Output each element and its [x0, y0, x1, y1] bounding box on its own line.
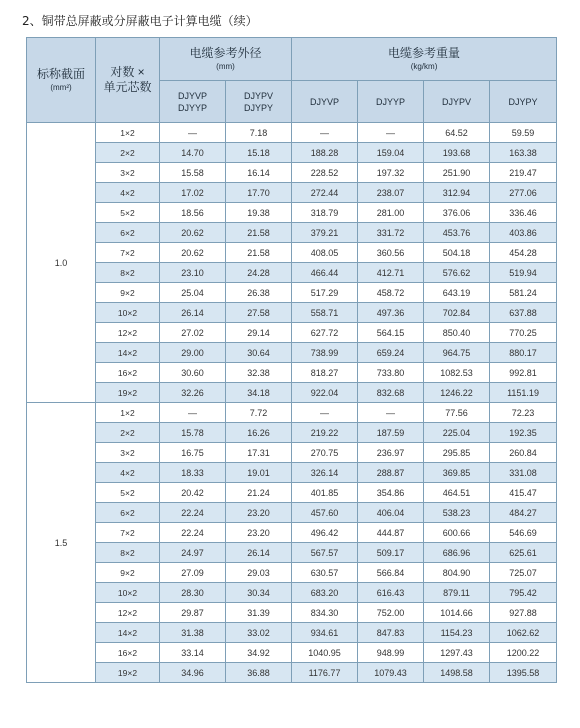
header-w-3: DJYPV	[424, 81, 490, 123]
value-cell-od2: 15.18	[226, 143, 292, 163]
value-cell-w2: 497.36	[358, 303, 424, 323]
header-od-1-line1: DJYVP	[177, 90, 207, 101]
value-cell-od1: 20.62	[160, 223, 226, 243]
pairs-cell: 10×2	[96, 583, 160, 603]
value-cell-w3: 1154.23	[424, 623, 490, 643]
value-cell-w4: 403.86	[490, 223, 557, 243]
value-cell-w1: 517.29	[292, 283, 358, 303]
value-cell-od2: 33.02	[226, 623, 292, 643]
value-cell-w2: 564.15	[358, 323, 424, 343]
value-cell-od1: 26.14	[160, 303, 226, 323]
value-cell-od2: 31.39	[226, 603, 292, 623]
value-cell-w2: 1079.43	[358, 663, 424, 683]
table-row	[27, 363, 557, 383]
value-cell-od2: 29.14	[226, 323, 292, 343]
header-w-2: DJYYP	[358, 81, 424, 123]
value-cell-w4: 795.42	[490, 583, 557, 603]
value-cell-w4: 484.27	[490, 503, 557, 523]
value-cell-w3: 193.68	[424, 143, 490, 163]
value-cell-w3: 369.85	[424, 463, 490, 483]
value-cell-od2: 16.14	[226, 163, 292, 183]
header-od-2-line2: DJYPY	[244, 102, 274, 113]
value-cell-od2: 29.03	[226, 563, 292, 583]
value-cell-w4: 581.24	[490, 283, 557, 303]
table-row	[27, 663, 557, 683]
value-cell-w2: 197.32	[358, 163, 424, 183]
value-cell-w3: 376.06	[424, 203, 490, 223]
pairs-cell: 8×2	[96, 543, 160, 563]
pairs-cell: 1×2	[96, 403, 160, 423]
value-cell-w1: 834.30	[292, 603, 358, 623]
section-label-cell: 1.0	[27, 123, 96, 403]
value-cell-od1: 18.56	[160, 203, 226, 223]
value-cell-w2: 236.97	[358, 443, 424, 463]
header-section-label: 标称截面	[36, 67, 85, 81]
value-cell-w3: 850.40	[424, 323, 490, 343]
value-cell-od1: 29.00	[160, 343, 226, 363]
value-cell-od1: 23.10	[160, 263, 226, 283]
value-cell-w4: 1200.22	[490, 643, 557, 663]
value-cell-w1: 408.05	[292, 243, 358, 263]
table-row	[27, 523, 557, 543]
value-cell-od2: 16.26	[226, 423, 292, 443]
value-cell-od1: 20.42	[160, 483, 226, 503]
value-cell-w1: 318.79	[292, 203, 358, 223]
value-cell-w3: 1246.22	[424, 383, 490, 403]
value-cell-w4: 546.69	[490, 523, 557, 543]
pairs-cell: 16×2	[96, 643, 160, 663]
value-cell-w3: 538.23	[424, 503, 490, 523]
value-cell-w3: 295.85	[424, 443, 490, 463]
value-cell-od1: 34.96	[160, 663, 226, 683]
header-od-2-line1: DJYPV	[244, 90, 274, 101]
value-cell-w1: 738.99	[292, 343, 358, 363]
value-cell-od2: 17.31	[226, 443, 292, 463]
value-cell-w1: 567.57	[292, 543, 358, 563]
value-cell-w3: 1498.58	[424, 663, 490, 683]
value-cell-w4: 1062.62	[490, 623, 557, 643]
value-cell-od1: 32.26	[160, 383, 226, 403]
value-cell-w4: 219.47	[490, 163, 557, 183]
header-weight-unit: (kg/km)	[410, 62, 438, 71]
value-cell-w4: 277.06	[490, 183, 557, 203]
value-cell-w2: 733.80	[358, 363, 424, 383]
value-cell-w2: 238.07	[358, 183, 424, 203]
value-cell-w1: 228.52	[292, 163, 358, 183]
value-cell-w2: 159.04	[358, 143, 424, 163]
table-header	[27, 38, 557, 123]
value-cell-w2: 360.56	[358, 243, 424, 263]
table-row	[27, 423, 557, 443]
value-cell-od2: 7.72	[226, 403, 292, 423]
value-cell-od2: 7.18	[226, 123, 292, 143]
value-cell-od1: 33.14	[160, 643, 226, 663]
value-cell-w3: 702.84	[424, 303, 490, 323]
pairs-cell: 2×2	[96, 143, 160, 163]
pairs-cell: 5×2	[96, 203, 160, 223]
pairs-cell: 3×2	[96, 163, 160, 183]
value-cell-od1: 30.60	[160, 363, 226, 383]
value-cell-od2: 21.58	[226, 223, 292, 243]
header-outer-unit: (mm)	[216, 62, 235, 71]
header-outer-title: 电缆参考外径	[189, 46, 262, 60]
pairs-cell: 14×2	[96, 623, 160, 643]
value-cell-w3: 804.90	[424, 563, 490, 583]
value-cell-w1: 922.04	[292, 383, 358, 403]
table-row	[27, 503, 557, 523]
value-cell-od2: 21.24	[226, 483, 292, 503]
value-cell-od2: 32.38	[226, 363, 292, 383]
value-cell-w2: 458.72	[358, 283, 424, 303]
pairs-cell: 3×2	[96, 443, 160, 463]
value-cell-w3: 312.94	[424, 183, 490, 203]
value-cell-w1: 818.27	[292, 363, 358, 383]
value-cell-od2: 26.14	[226, 543, 292, 563]
value-cell-w4: 625.61	[490, 543, 557, 563]
pairs-cell: 7×2	[96, 523, 160, 543]
pairs-cell: 10×2	[96, 303, 160, 323]
value-cell-od1: 22.24	[160, 523, 226, 543]
value-cell-w4: 336.46	[490, 203, 557, 223]
table-row	[27, 303, 557, 323]
value-cell-w1: 627.72	[292, 323, 358, 343]
value-cell-w3: 1014.66	[424, 603, 490, 623]
table-row	[27, 443, 557, 463]
value-cell-w2: 412.71	[358, 263, 424, 283]
value-cell-w3: 576.62	[424, 263, 490, 283]
table-row	[27, 483, 557, 503]
table-row	[27, 143, 557, 163]
value-cell-w1: 219.22	[292, 423, 358, 443]
value-cell-w2: 752.00	[358, 603, 424, 623]
value-cell-w3: 77.56	[424, 403, 490, 423]
pairs-cell: 9×2	[96, 563, 160, 583]
value-cell-w2: 444.87	[358, 523, 424, 543]
value-cell-od1: 27.09	[160, 563, 226, 583]
header-w-4: DJYPY	[490, 81, 557, 123]
value-cell-w2: 509.17	[358, 543, 424, 563]
value-cell-w1: 379.21	[292, 223, 358, 243]
value-cell-w4: 927.88	[490, 603, 557, 623]
value-cell-w3: 964.75	[424, 343, 490, 363]
table-row	[27, 183, 557, 203]
table-row	[27, 123, 557, 143]
value-cell-od2: 30.64	[226, 343, 292, 363]
pairs-cell: 7×2	[96, 243, 160, 263]
value-cell-od1: 14.70	[160, 143, 226, 163]
pairs-cell: 5×2	[96, 483, 160, 503]
pairs-cell: 19×2	[96, 383, 160, 403]
value-cell-w2: 281.00	[358, 203, 424, 223]
value-cell-w3: 1082.53	[424, 363, 490, 383]
table-row	[27, 343, 557, 363]
value-cell-w1: 188.28	[292, 143, 358, 163]
value-cell-w3: 643.19	[424, 283, 490, 303]
pairs-cell: 9×2	[96, 283, 160, 303]
value-cell-w3: 64.52	[424, 123, 490, 143]
pairs-cell: 8×2	[96, 263, 160, 283]
value-cell-w3: 464.51	[424, 483, 490, 503]
value-cell-od2: 36.88	[226, 663, 292, 683]
section-label-cell: 1.5	[27, 403, 96, 683]
header-od-2	[226, 81, 292, 123]
value-cell-w4: 59.59	[490, 123, 557, 143]
value-cell-w2: 331.72	[358, 223, 424, 243]
table-row	[27, 463, 557, 483]
value-cell-w1: —	[292, 123, 358, 143]
header-section-unit: (mm²)	[50, 83, 72, 92]
table-row	[27, 603, 557, 623]
value-cell-od1: 20.62	[160, 243, 226, 263]
table-row	[27, 223, 557, 243]
value-cell-w3: 600.66	[424, 523, 490, 543]
value-cell-w2: 288.87	[358, 463, 424, 483]
header-pairs-line1: 对数 ×	[110, 65, 145, 79]
value-cell-w4: 454.28	[490, 243, 557, 263]
header-weight	[292, 38, 557, 81]
value-cell-w1: 934.61	[292, 623, 358, 643]
value-cell-w4: 1395.58	[490, 663, 557, 683]
value-cell-w2: 616.43	[358, 583, 424, 603]
table-row	[27, 623, 557, 643]
value-cell-w3: 504.18	[424, 243, 490, 263]
table-row	[27, 543, 557, 563]
value-cell-w3: 251.90	[424, 163, 490, 183]
value-cell-w1: —	[292, 403, 358, 423]
value-cell-w3: 225.04	[424, 423, 490, 443]
value-cell-w4: 725.07	[490, 563, 557, 583]
value-cell-od1: 16.75	[160, 443, 226, 463]
value-cell-w4: 260.84	[490, 443, 557, 463]
pairs-cell: 6×2	[96, 503, 160, 523]
value-cell-w2: 847.83	[358, 623, 424, 643]
value-cell-w2: —	[358, 403, 424, 423]
pairs-cell: 12×2	[96, 603, 160, 623]
page-title: 2、铜带总屏蔽或分屏蔽电子计算电缆（续）	[22, 14, 258, 28]
value-cell-od2: 17.70	[226, 183, 292, 203]
value-cell-od2: 27.58	[226, 303, 292, 323]
header-pairs	[96, 38, 160, 123]
value-cell-od1: 28.30	[160, 583, 226, 603]
value-cell-w1: 558.71	[292, 303, 358, 323]
value-cell-w2: 406.04	[358, 503, 424, 523]
value-cell-w3: 453.76	[424, 223, 490, 243]
value-cell-od1: 29.87	[160, 603, 226, 623]
header-outer-diameter	[160, 38, 292, 81]
header-weight-title: 电缆参考重量	[388, 46, 461, 60]
header-od-1	[160, 81, 226, 123]
value-cell-w1: 272.44	[292, 183, 358, 203]
value-cell-w1: 1176.77	[292, 663, 358, 683]
value-cell-od2: 24.28	[226, 263, 292, 283]
cable-spec-table	[26, 37, 557, 683]
value-cell-od1: 22.24	[160, 503, 226, 523]
table-row	[27, 283, 557, 303]
value-cell-w2: 354.86	[358, 483, 424, 503]
value-cell-od2: 30.34	[226, 583, 292, 603]
value-cell-w1: 326.14	[292, 463, 358, 483]
pairs-cell: 16×2	[96, 363, 160, 383]
value-cell-w1: 270.75	[292, 443, 358, 463]
table-row	[27, 203, 557, 223]
table-row	[27, 403, 557, 423]
value-cell-od2: 19.01	[226, 463, 292, 483]
table-row	[27, 263, 557, 283]
pairs-cell: 2×2	[96, 423, 160, 443]
value-cell-od1: 27.02	[160, 323, 226, 343]
header-pairs-line2: 单元芯数	[103, 80, 152, 94]
value-cell-w4: 770.25	[490, 323, 557, 343]
value-cell-w4: 637.88	[490, 303, 557, 323]
value-cell-w1: 401.85	[292, 483, 358, 503]
value-cell-w4: 415.47	[490, 483, 557, 503]
pairs-cell: 19×2	[96, 663, 160, 683]
value-cell-od1: 24.97	[160, 543, 226, 563]
value-cell-w3: 879.11	[424, 583, 490, 603]
value-cell-od1: —	[160, 123, 226, 143]
value-cell-od2: 19.38	[226, 203, 292, 223]
value-cell-od1: —	[160, 403, 226, 423]
pairs-cell: 1×2	[96, 123, 160, 143]
value-cell-w4: 992.81	[490, 363, 557, 383]
value-cell-od1: 31.38	[160, 623, 226, 643]
pairs-cell: 14×2	[96, 343, 160, 363]
table-row	[27, 243, 557, 263]
header-od-1-line2: DJYYP	[177, 102, 207, 113]
pairs-cell: 6×2	[96, 223, 160, 243]
value-cell-w1: 683.20	[292, 583, 358, 603]
value-cell-od2: 34.18	[226, 383, 292, 403]
value-cell-w2: 832.68	[358, 383, 424, 403]
table-row	[27, 643, 557, 663]
value-cell-od1: 17.02	[160, 183, 226, 203]
value-cell-od1: 18.33	[160, 463, 226, 483]
value-cell-od2: 23.20	[226, 503, 292, 523]
value-cell-od1: 25.04	[160, 283, 226, 303]
value-cell-od2: 23.20	[226, 523, 292, 543]
pairs-cell: 12×2	[96, 323, 160, 343]
value-cell-w4: 519.94	[490, 263, 557, 283]
value-cell-w1: 630.57	[292, 563, 358, 583]
value-cell-w1: 466.44	[292, 263, 358, 283]
value-cell-w1: 457.60	[292, 503, 358, 523]
value-cell-od2: 21.58	[226, 243, 292, 263]
value-cell-w3: 1297.43	[424, 643, 490, 663]
header-section	[27, 38, 96, 123]
value-cell-w2: 948.99	[358, 643, 424, 663]
header-w-1: DJYVP	[292, 81, 358, 123]
value-cell-od1: 15.78	[160, 423, 226, 443]
value-cell-w4: 72.23	[490, 403, 557, 423]
value-cell-w2: 566.84	[358, 563, 424, 583]
table-row	[27, 383, 557, 403]
value-cell-w4: 163.38	[490, 143, 557, 163]
value-cell-w1: 1040.95	[292, 643, 358, 663]
pairs-cell: 4×2	[96, 463, 160, 483]
value-cell-w2: —	[358, 123, 424, 143]
value-cell-od1: 15.58	[160, 163, 226, 183]
value-cell-w1: 496.42	[292, 523, 358, 543]
value-cell-od2: 26.38	[226, 283, 292, 303]
table-row	[27, 563, 557, 583]
value-cell-w4: 880.17	[490, 343, 557, 363]
value-cell-w3: 686.96	[424, 543, 490, 563]
table-body	[27, 123, 557, 683]
table-row	[27, 583, 557, 603]
value-cell-w4: 192.35	[490, 423, 557, 443]
value-cell-w4: 1151.19	[490, 383, 557, 403]
value-cell-od2: 34.92	[226, 643, 292, 663]
table-row	[27, 323, 557, 343]
table-row	[27, 163, 557, 183]
value-cell-w4: 331.08	[490, 463, 557, 483]
value-cell-w2: 659.24	[358, 343, 424, 363]
value-cell-w2: 187.59	[358, 423, 424, 443]
pairs-cell: 4×2	[96, 183, 160, 203]
